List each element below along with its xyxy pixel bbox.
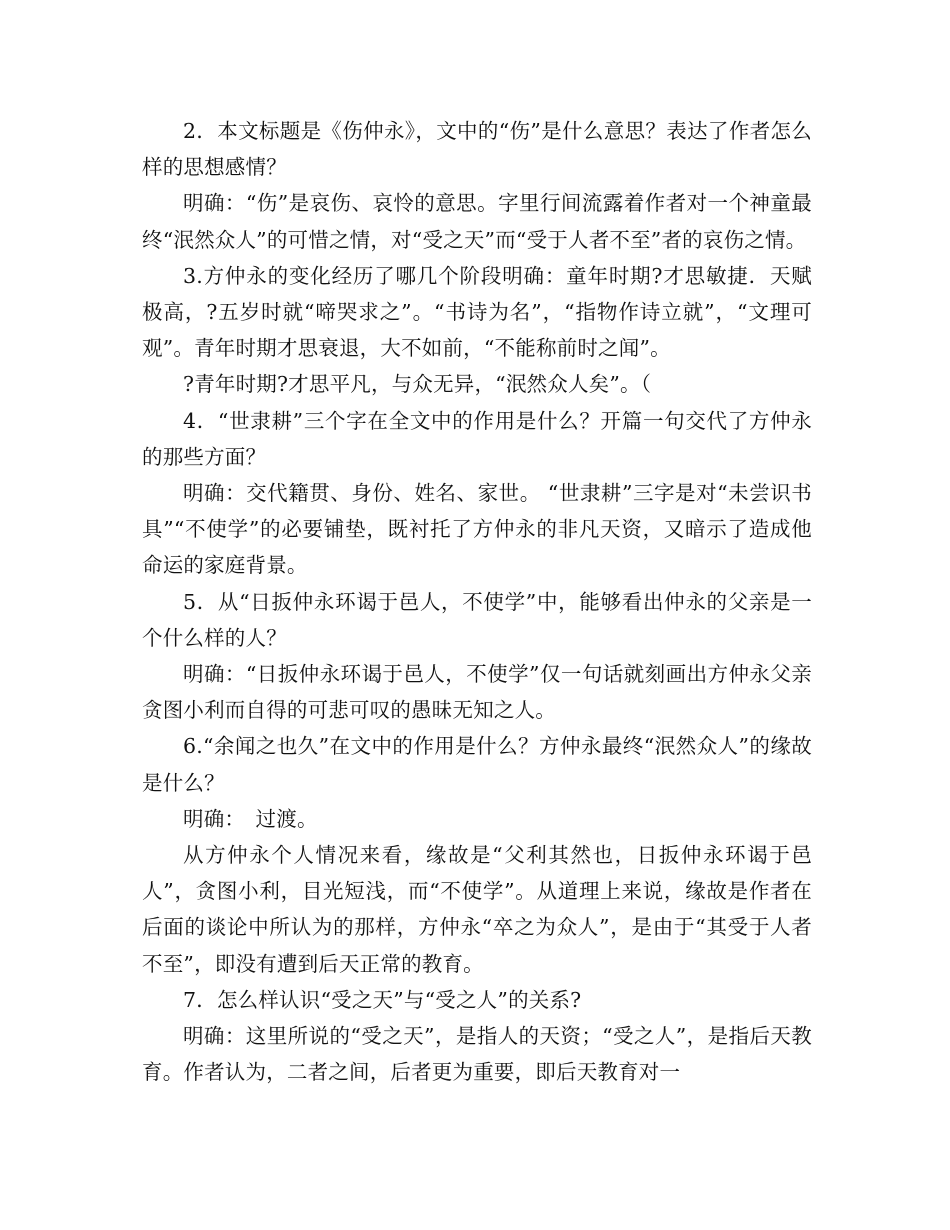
answer-5: 明确：“日扳仲永环谒于邑人，不使学”仅一句话就刻画出方仲永父亲贪图小利而自得的可悲可叹的愚昧无知之人。 <box>142 662 812 723</box>
answer-3-continued: ?青年时期?才思平凡，与众无异，“泯然众人矣”。（ <box>183 372 652 397</box>
answer-4: 明确：交代籍贯、身份、姓名、家世。 “世隶耕”三字是对“未尝识书具”“不使学”的必要铺垫，既衬托了方仲永的非凡天资，又暗示了造成他命运的家庭背景。 <box>142 481 812 578</box>
question-2: 2．本文标题是《伤仲永》，文中的“伤”是什么意思？表达了作者怎么样的思想感情？ <box>142 119 812 180</box>
answer-6-explanation: 从方仲永个人情况来看，缘故是“父利其然也，日扳仲永环谒于邑人”，贪图小利，目光短浅，而“不使学”。从道理上来说，缘故是作者在后面的谈论中所认为的那样，方仲永“卒之为众人”，是由于“其受于人者不至”，即没有遭到后天正常的教育。 <box>142 843 812 976</box>
question-4: 4．“世隶耕”三个字在全文中的作用是什么？开篇一句交代了方仲永的那些方面？ <box>142 408 812 469</box>
answer-6: 明确： 过渡。 <box>183 806 318 831</box>
question-6: 6.“余闻之也久”在文中的作用是什么？方仲永最终“泯然众人”的缘故是什么？ <box>142 734 812 795</box>
question-5: 5．从“日扳仲永环谒于邑人，不使学”中，能够看出仲永的父亲是一个什么样的人？ <box>142 589 812 650</box>
document-body <box>142 113 812 1090</box>
answer-7: 明确：这里所说的“受之天”，是指人的天资；“受之人”，是指后天教育。作者认为，二者之间，后者更为重要，即后天教育对一 <box>142 1024 812 1085</box>
answer-2: 明确：“伤”是哀伤、哀怜的意思。字里行间流露着作者对一个神童最终“泯然众人”的可惜之情，对“受之天”而“受于人者不至”者的哀伤之情。 <box>142 191 812 252</box>
question-7: 7．怎么样认识“受之天”与“受之人”的关系? <box>183 987 582 1012</box>
question-3-answer: 3.方仲永的变化经历了哪几个阶段明确：童年时期?才思敏捷．天赋极高，?五岁时就“啼哭求之”。“书诗为名”，“指物作诗立就”，“文理可观”。青年时期才思衰退，大不如前，“不能称前时之闻”。 <box>142 263 812 361</box>
